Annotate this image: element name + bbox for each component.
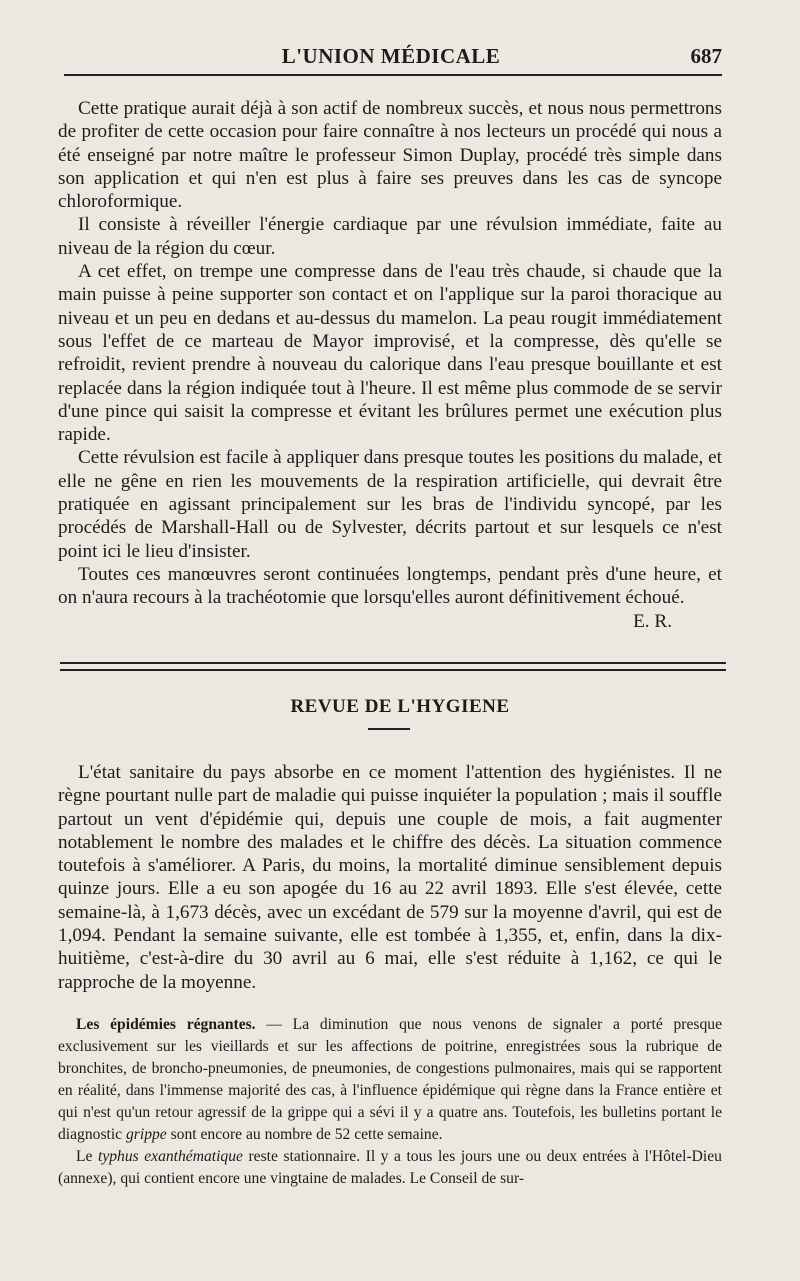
run-in-heading: Les épidémies régnantes. [76, 1016, 256, 1033]
text: — La diminution que nous venons de signaler a porté presque exclusivement sur les vieillards et sur les affections de poitrine, enregistrées sous la rubrique de bronchites, de broncho-pneumonies, de pneumonies, de congestions pulmonaires, mais qui se rapportent en réalité, dans l'immense majorité des cas, à l'influence épidémique qui règne dans la France entière et qui n'est qu'un retour agressif de la grippe qui a sévi il y a quatre ans. Toutefois, les bulletins portant le diagnostic [58, 1016, 722, 1143]
paragraph: Cette pratique aurait déjà à son actif de nombreux succès, et nous nous permettrons de profiter de cette occasion pour faire connaître à nos lecteurs un procédé qui nous a été enseigné par notre maître le professeur Simon Duplay, procédé très simple dans son application et qui n'en est plus à faire ses preuves dans les cas de syncope chloroformique. [58, 98, 722, 213]
author-signature: E. R. [633, 610, 672, 632]
text: Le [76, 1148, 98, 1165]
section-title: REVUE DE L'HYGIENE [290, 696, 510, 717]
paragraph-epidemics [58, 1014, 722, 1146]
article-hygiene-intro [58, 761, 722, 994]
page-header [60, 40, 722, 72]
paragraph: Il consiste à réveiller l'énergie cardiaque par une révulsion immédiate, faite au niveau de la région du cœur. [58, 214, 722, 259]
page-number: 687 [690, 44, 722, 68]
title-underline [368, 728, 410, 730]
paragraph-typhus [58, 1146, 722, 1190]
paragraph: A cet effet, on trempe une compresse dans de l'eau très chaude, si chaude que la main puisse à peine supporter son contact et on l'applique sur la paroi thoracique au niveau et un peu en dedans et au-dessus du mamelon. La peau rougit immédiatement sous l'effet de ce marteau de Mayor improvisé, et la compresse, dès qu'elle se refroidit, revient prendre à nouveau du calorique dans l'eau presque bouillante et est replacée dans la région indiquée tout à l'heure. Il est même plus commode de se servir d'une pince qui saisit la compresse et évitant les brûlures permet une exécution plus rapide. [58, 261, 722, 446]
closing-paragraph-text: Toutes ces manœuvres seront continuées longtemps, pendant près d'une heure, et on n'aura recours à la trachéotomie que lorsqu'elles auront définitivement échoué. [58, 563, 722, 609]
paragraph [58, 563, 722, 632]
running-title: L'UNION MÉDICALE [281, 44, 501, 68]
article-syncope-treatment [58, 97, 722, 633]
header-rule [64, 74, 722, 76]
text: sont encore au nombre de 52 cette semaine. [166, 1126, 443, 1143]
paragraph: L'état sanitaire du pays absorbe en ce moment l'attention des hygiénistes. Il ne règne pourtant nulle part de maladie qui puisse inquiéter la population ; mais il souffle partout un vent d'épidémie qui, depuis une couple de mois, a fait augmenter notablement le nombre des malades et le chiffre des décès. La situation commence toutefois à s'améliorer. A Paris, du moins, la mortalité diminue sensiblement depuis quinze jours. Elle a eu son apogée du 16 au 22 avril 1893. Elle s'est élevée, cette semaine-là, à 1,673 décès, avec un excédant de 579 sur la moyenne d'avril, qui est de 1,094. Pendant la semaine suivante, elle est tombée à 1,355, et, enfin, dans la dix-huitième, c'est-à-dire du 30 avril au 6 mai, elle s'est réduite à 1,162, ce qui le rapproche de la moyenne. [58, 762, 722, 993]
text: reste stationnaire. Il y a tous les jours une ou deux entrées à l'Hôtel-Dieu (annexe), qui contient encore une vingtaine de malades. Le Conseil de sur- [58, 1148, 722, 1187]
italic-term: typhus exanthématique [97, 1148, 243, 1165]
section-divider [60, 662, 726, 671]
italic-term: grippe [126, 1126, 167, 1143]
article-hygiene-details [58, 1014, 722, 1190]
paragraph: Cette révulsion est facile à appliquer dans presque toutes les positions du malade, et elle ne gêne en rien les mouvements de la respiration artificielle, qui devrait être pratiquée en agissant principalement sur les bras de l'individu syncopé, par les procédés de Marshall-Hall ou de Sylvester, décrits partout et sur lesquels ce n'est point ici le lieu d'insister. [58, 447, 722, 562]
